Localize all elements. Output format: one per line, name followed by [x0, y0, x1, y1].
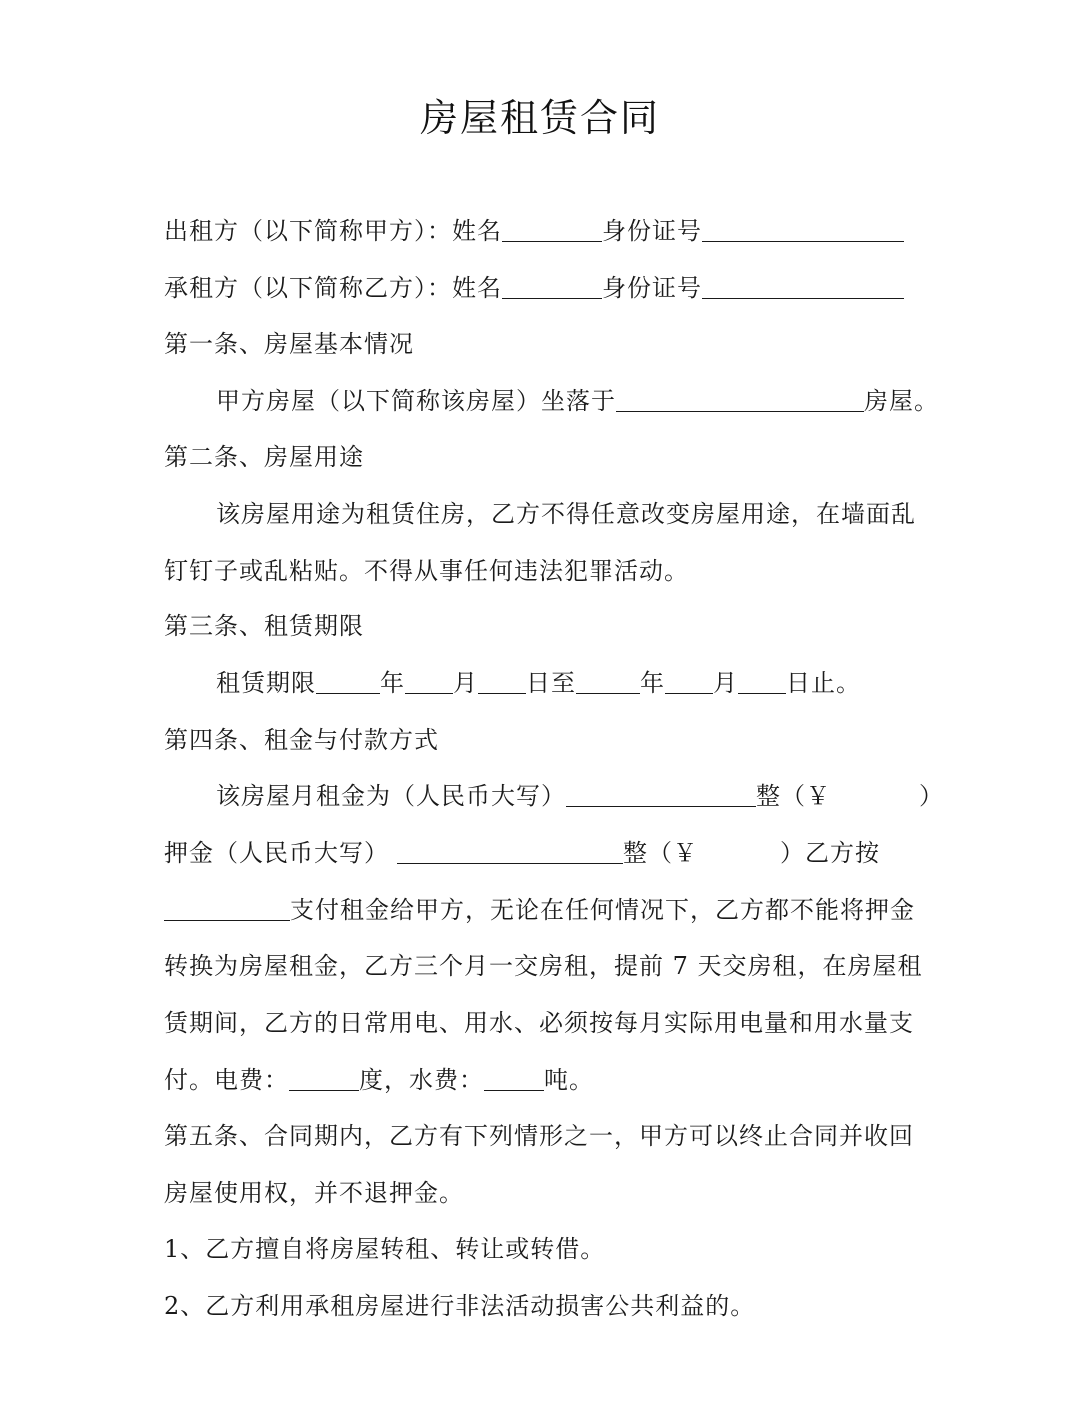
article2-line2: 钉钉子或乱粘贴。不得从事任何违法犯罪活动。 [164, 557, 689, 585]
start-month-blank [405, 663, 453, 694]
lessee-label: 承租方（以下简称乙方）：姓名 [164, 274, 502, 302]
article4-rent-line [216, 776, 944, 816]
article1-text-before: 甲方房屋（以下简称该房屋）坐落于 [216, 387, 616, 415]
article5-line1: 第五条、合同期内，乙方有下列情形之一，甲方可以终止合同并收回 [164, 1122, 914, 1150]
lessee-name-blank [502, 268, 602, 299]
end-year-label: 年 [640, 669, 665, 697]
deposit-whole-label: 整（￥ [623, 839, 698, 867]
ton-label: 吨。 [544, 1066, 594, 1094]
water-label: 度，水费： [359, 1066, 484, 1094]
lessee-by-label: ）乙方按 [780, 839, 880, 867]
lessee-id-blank [702, 268, 904, 299]
article4-line3 [164, 890, 915, 930]
day-to-label: 日至 [526, 669, 576, 697]
article4-line4: 转换为房屋租金，乙方三个月一交房租，提前 7 天交房租，在房屋租 [164, 952, 923, 980]
article1-location-line [216, 381, 939, 421]
end-year-blank [576, 663, 640, 694]
house-location-blank [616, 381, 864, 412]
term-label: 租赁期限 [216, 669, 316, 697]
article3-heading: 第三条、租赁期限 [164, 612, 364, 640]
lessee-line [164, 268, 904, 308]
end-month-blank [665, 663, 713, 694]
article5-item2: 2、乙方利用承租房屋进行非法活动损害公共利益的。 [164, 1292, 756, 1320]
lessee-id-label: 身份证号 [602, 274, 702, 302]
article2-line1: 该房屋用途为租赁住房，乙方不得任意改变房屋用途，在墙面乱 [216, 500, 916, 528]
water-blank [484, 1060, 544, 1091]
article3-term-line [216, 663, 861, 703]
electricity-label: 付。电费： [164, 1066, 289, 1094]
article1-heading: 第一条、房屋基本情况 [164, 330, 414, 358]
rent-amount-blank [566, 776, 756, 807]
document-title: 房屋租赁合同 [419, 96, 660, 140]
deposit-label: 押金（人民币大写） [164, 839, 389, 867]
article5-line2: 房屋使用权，并不退押金。 [164, 1179, 464, 1207]
payment-method-blank [164, 890, 290, 921]
article4-heading: 第四条、租金与付款方式 [164, 726, 439, 754]
end-month-label: 月 [713, 669, 738, 697]
day-end-label: 日止。 [786, 669, 861, 697]
lessor-name-blank [502, 211, 602, 242]
rent-close-paren: ） [919, 782, 944, 810]
deposit-amount-blank [397, 833, 623, 864]
start-year-label: 年 [380, 669, 405, 697]
article2-heading: 第二条、房屋用途 [164, 443, 364, 471]
rent-whole-label: 整（￥ [756, 782, 831, 810]
article5-item1: 1、乙方擅自将房屋转租、转让或转借。 [164, 1235, 606, 1263]
start-year-blank [316, 663, 380, 694]
article4-deposit-line [164, 833, 880, 873]
lessor-id-label: 身份证号 [602, 217, 702, 245]
lessor-line [164, 211, 904, 251]
article4-line6 [164, 1060, 594, 1100]
article4-line5: 赁期间，乙方的日常用电、用水、必须按每月实际用电量和用水量支 [164, 1009, 914, 1037]
lessor-id-blank [702, 211, 904, 242]
start-day-blank [478, 663, 526, 694]
article1-text-after: 房屋。 [864, 387, 939, 415]
electricity-blank [289, 1060, 359, 1091]
article4-line3-text: 支付租金给甲方，无论在任何情况下，乙方都不能将押金 [290, 896, 915, 924]
start-month-label: 月 [453, 669, 478, 697]
end-day-blank [738, 663, 786, 694]
lessor-label: 出租方（以下简称甲方）：姓名 [164, 217, 502, 245]
rent-label: 该房屋月租金为（人民币大写） [216, 782, 566, 810]
